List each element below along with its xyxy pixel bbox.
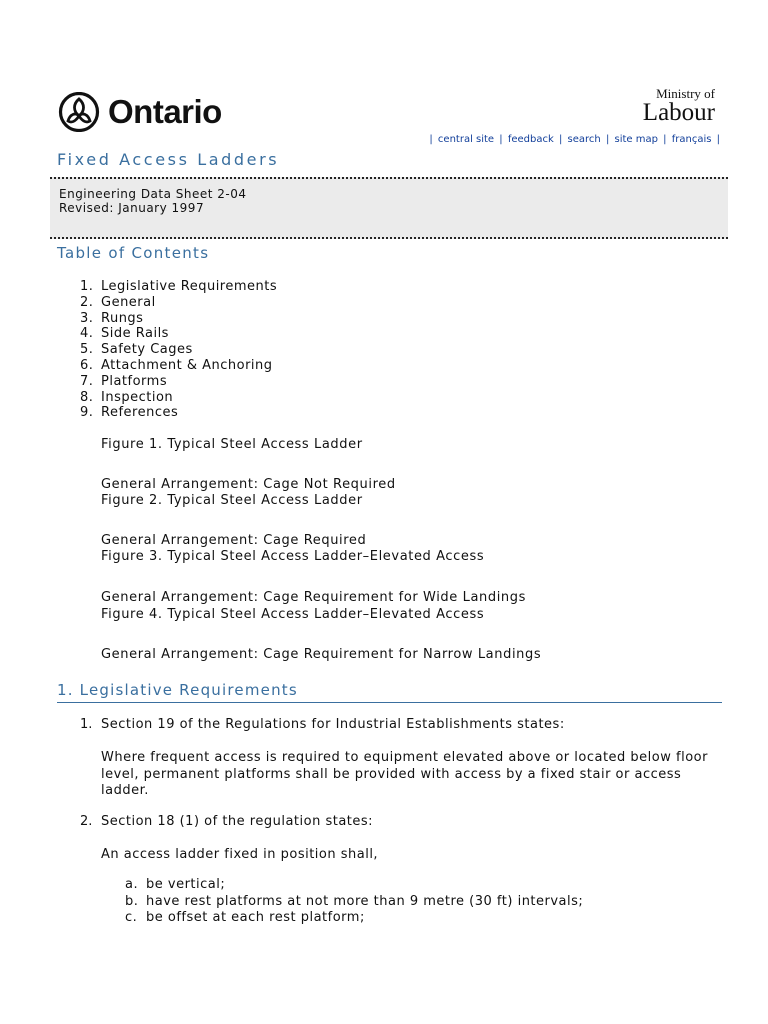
toc-heading: Table of Contents (57, 244, 210, 262)
list-number: 2. (80, 814, 93, 829)
toc-item[interactable]: 5. Safety Cages (80, 342, 193, 358)
toc-item[interactable]: 3. Rungs (80, 310, 144, 326)
figure-2-entry[interactable] (101, 493, 363, 510)
sub-list (125, 877, 583, 927)
toc-item[interactable]: 7. Platforms (80, 373, 168, 389)
link-feedback[interactable]: feedback (507, 134, 554, 145)
sub-item: a. be vertical; (125, 877, 226, 892)
link-site-map[interactable]: site map (614, 134, 658, 145)
figure-description: General Arrangement: Cage Required (101, 533, 367, 548)
top-nav-links: | central site | feedback | search | site map | français | (429, 134, 720, 145)
ministry-name (643, 86, 715, 125)
section-19-intro: Section 19 of the Regulations for Industrial Establishments states: (101, 717, 565, 732)
figure-2-desc (101, 533, 366, 550)
toc-list (80, 279, 277, 421)
figure-3-desc (101, 590, 526, 607)
data-sheet-number: Engineering Data Sheet 2-04 (59, 187, 247, 201)
figure-description: General Arrangement: Cage Not Required (101, 477, 396, 492)
sub-item: c. be offset at each rest platform; (125, 910, 365, 925)
figure-4-entry[interactable] (101, 607, 484, 624)
ministry-line2: Labour (642, 99, 715, 126)
link-central-site[interactable]: central site (437, 134, 495, 145)
toc-item[interactable]: 6. Attachment & Anchoring (80, 357, 273, 373)
figure-title: Figure 2. Typical Steel Access Ladder (101, 493, 363, 508)
link-search[interactable]: search (567, 134, 601, 145)
figure-1-entry[interactable] (101, 437, 363, 454)
figure-title: Figure 3. Typical Steel Access Ladder–Elevated Access (101, 549, 485, 564)
list-number: 1. (80, 717, 93, 732)
section-heading: 1. Legislative Requirements (57, 681, 722, 703)
figure-3-entry[interactable] (101, 549, 484, 566)
toc-item[interactable]: 8. Inspection (80, 389, 174, 405)
figure-title: Figure 4. Typical Steel Access Ladder–Elevated Access (101, 607, 485, 622)
section-18-intro: Section 18 (1) of the regulation states: (101, 814, 374, 829)
ontario-logo[interactable] (58, 92, 222, 132)
toc-item[interactable]: 1. Legislative Requirements (80, 279, 278, 294)
info-box (50, 177, 728, 239)
figure-4-desc (101, 647, 541, 664)
page-title: Fixed Access Ladders (57, 150, 280, 169)
toc-item[interactable]: 9. References (80, 405, 179, 421)
sub-item: b. have rest platforms at not more than 9 metre (30 ft) intervals; (125, 893, 584, 909)
trillium-icon (58, 92, 100, 132)
link-francais[interactable]: français (671, 134, 712, 145)
revised-date: Revised: January 1997 (59, 201, 205, 215)
figure-description: General Arrangement: Cage Requirement for Wide Landings (101, 590, 526, 605)
figure-1-desc (101, 477, 396, 494)
toc-item[interactable]: 2. General (80, 294, 156, 310)
ministry-line1: Ministry of (656, 86, 715, 101)
toc-item[interactable]: 4. Side Rails (80, 326, 169, 342)
section-19-quote: Where frequent access is required to equipment elevated above or located below floor level, permanent platforms shall be provided with access by a fixed stair or access ladder. (101, 750, 708, 798)
figure-description: General Arrangement: Cage Requirement for Narrow Landings (101, 647, 542, 662)
logo-text: Ontario (108, 93, 222, 130)
figure-title: Figure 1. Typical Steel Access Ladder (101, 437, 363, 452)
section-18-quote: An access ladder fixed in position shall, (101, 847, 379, 862)
